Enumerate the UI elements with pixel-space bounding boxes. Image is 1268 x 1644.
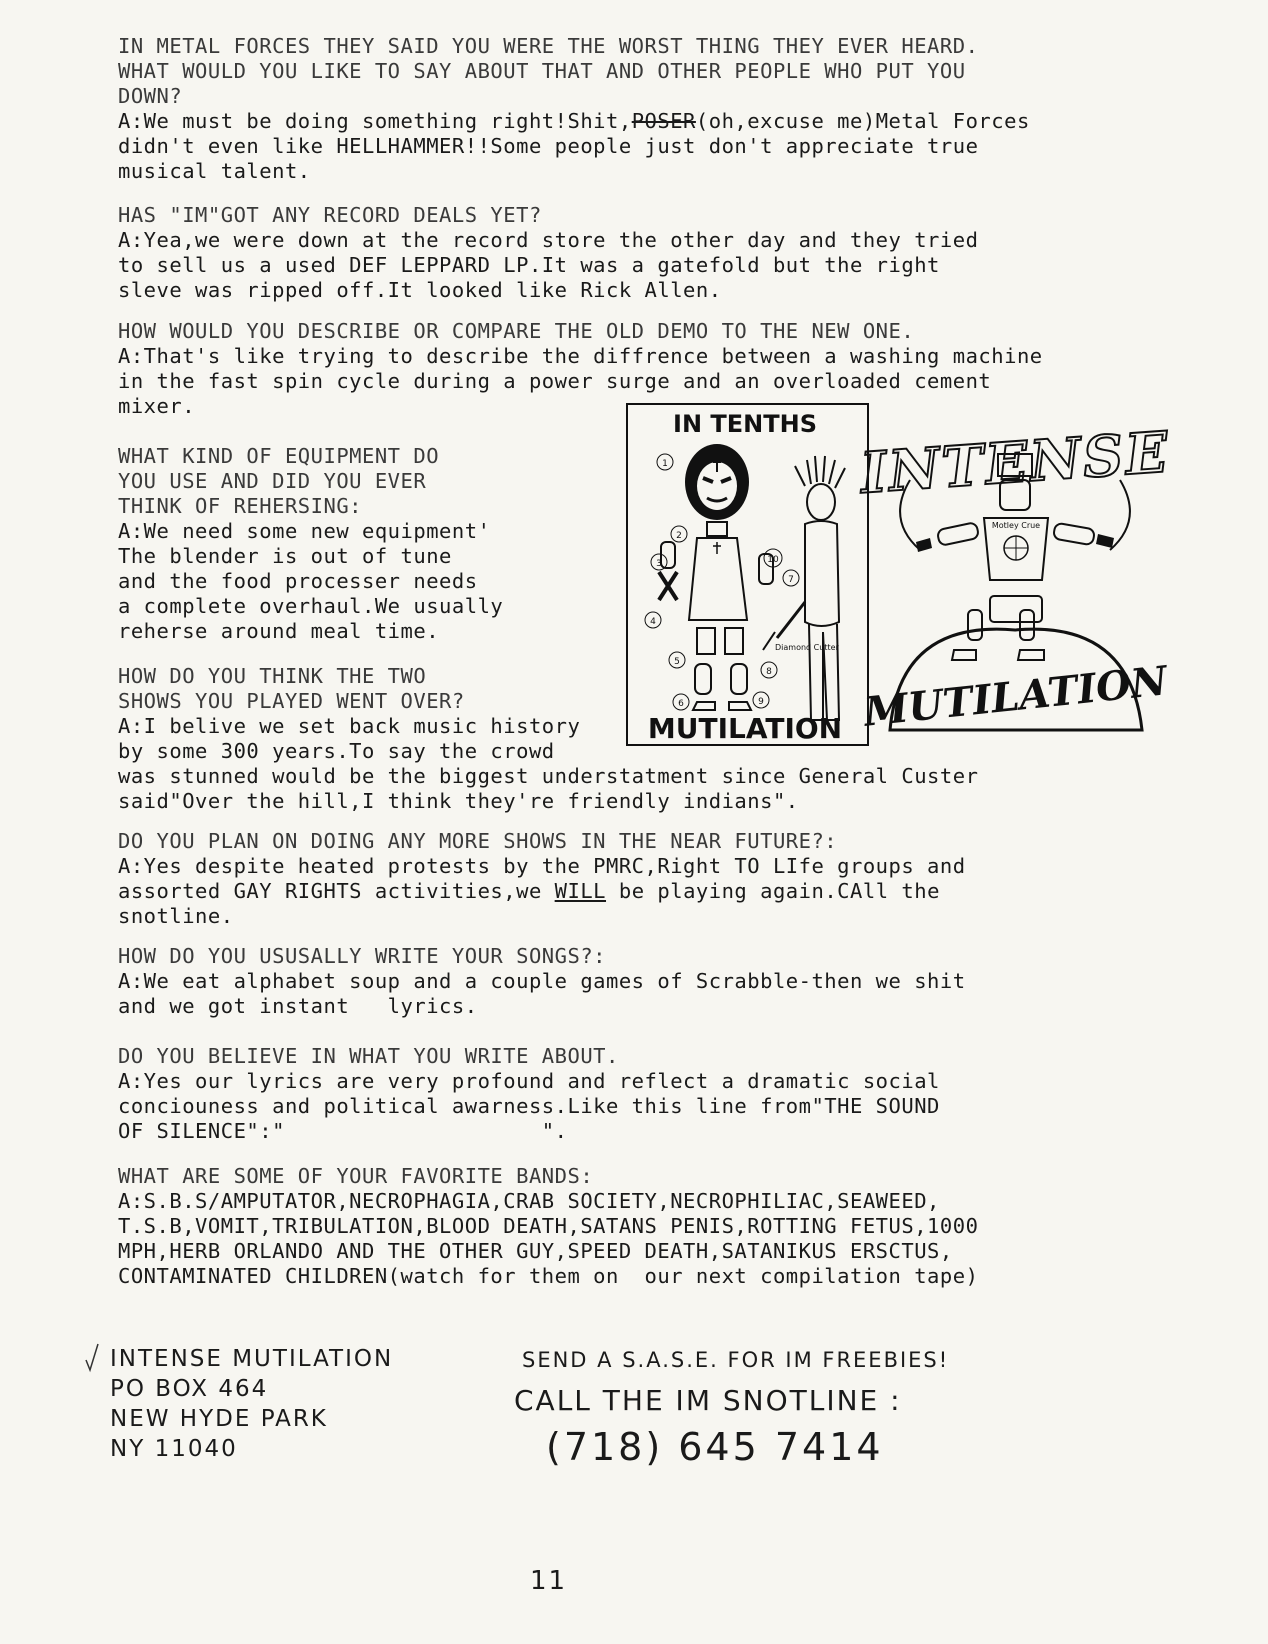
text-line: A:Yes our lyrics are very profound and reflect a dramatic social xyxy=(118,1069,940,1093)
text-line: WHAT WOULD YOU LIKE TO SAY ABOUT THAT AND OTHER PEOPLE WHO PUT YOU xyxy=(118,59,966,83)
text-line: T.S.B,VOMIT,TRIBULATION,BLOOD DEATH,SATANS PENIS,ROTTING FETUS,1000 xyxy=(118,1214,979,1238)
text-line: was stunned would be the biggest understatment since General Custer xyxy=(118,764,979,788)
question-4 xyxy=(118,444,439,519)
freebies-line: SEND A S.A.S.E. FOR IM FREEBIES! xyxy=(522,1348,950,1372)
address-line: NEW HYDE PARK xyxy=(110,1406,328,1432)
question-5 xyxy=(118,664,465,714)
text-line: A:That's like trying to describe the diffrence between a washing machine xyxy=(118,344,1043,368)
text-line: in the fast spin cycle during a power surge and an overloaded cement xyxy=(118,369,992,393)
text-line: to sell us a used DEF LEPPARD LP.It was a gatefold but the right xyxy=(118,253,940,277)
question-7 xyxy=(118,944,606,969)
mailing-address xyxy=(110,1344,393,1464)
check-mark xyxy=(82,1340,102,1374)
text-line xyxy=(118,879,966,904)
text-line: A:S.B.S/AMPUTATOR,NECROPHAGIA,CRAB SOCIETY,NECROPHILIAC,SEAWEED, xyxy=(118,1189,940,1213)
text-line: DO YOU PLAN ON DOING ANY MORE SHOWS IN THE NEAR FUTURE?: xyxy=(118,829,838,853)
part-number: 8 xyxy=(766,667,772,677)
text-line: a complete overhaul.We usually xyxy=(118,594,504,618)
text-line: A:Yea,we were down at the record store the other day and they tried xyxy=(118,228,979,252)
struck-word: POSER xyxy=(631,109,696,133)
text-line: sleve was ripped off.It looked like Rick Allen. xyxy=(118,278,722,302)
illustration-frame xyxy=(627,404,868,745)
text-line: A:We eat alphabet soup and a couple games of Scrabble-then we shit xyxy=(118,969,966,993)
text-line: The blender is out of tune xyxy=(118,544,452,568)
text-line: and the food processer needs xyxy=(118,569,478,593)
text-line: mixer. xyxy=(118,394,196,418)
text-line: said"Over the hill,I think they're friendly indians". xyxy=(118,789,799,813)
address-line: NY 11040 xyxy=(110,1436,238,1462)
answer-6 xyxy=(118,854,966,929)
answer-2 xyxy=(118,228,978,303)
answer-8 xyxy=(118,1069,940,1144)
question-3 xyxy=(118,319,914,344)
mohawk-punk-figure xyxy=(763,456,845,720)
question-2 xyxy=(118,203,542,228)
illustration-title-bottom: MUTILATION xyxy=(647,712,843,745)
answer-4 xyxy=(118,519,503,644)
logo-title-top: INTENSE xyxy=(858,419,1173,507)
part-number: 3 xyxy=(656,559,662,569)
text-line xyxy=(118,109,1030,134)
answer-9 xyxy=(118,1189,978,1289)
text-line: A:We need some new equipment' xyxy=(118,519,491,543)
logo-title-bottom: MUTILATION xyxy=(861,657,1170,736)
question-1 xyxy=(118,34,978,109)
painted-head-figure xyxy=(659,444,773,710)
text-line: HOW WOULD YOU DESCRIBE OR COMPARE THE OLD DEMO TO THE NEW ONE. xyxy=(118,319,915,343)
part-number: 2 xyxy=(676,531,682,541)
text-line: conciouness and political awarness.Like this line from"THE SOUND xyxy=(118,1094,940,1118)
text-line: by some 300 years.To say the crowd xyxy=(118,739,555,763)
text-line: didn't even like HELLHAMMER!!Some people just don't appreciate true xyxy=(118,134,979,158)
part-number: 5 xyxy=(674,657,680,667)
text-line: and we got instant lyrics. xyxy=(118,994,478,1018)
text-line: OF SILENCE":" ". xyxy=(118,1119,568,1143)
answer-7 xyxy=(118,969,966,1019)
text-line: snotline. xyxy=(118,904,234,928)
part-number: 9 xyxy=(758,697,764,707)
text-fragment: (oh,excuse me)Metal Forces xyxy=(695,109,1030,133)
page-number: 11 xyxy=(530,1566,568,1596)
snotline-line: CALL THE IM SNOTLINE : xyxy=(514,1384,902,1417)
text-line: musical talent. xyxy=(118,159,311,183)
text-line: IN METAL FORCES THEY SAID YOU WERE THE WORST THING THEY EVER HEARD. xyxy=(118,34,979,58)
part-number: 7 xyxy=(788,575,794,585)
question-8 xyxy=(118,1044,619,1069)
illustration-caption: Diamond Cutter xyxy=(775,643,839,652)
text-line: DOWN? xyxy=(118,84,183,108)
part-number: 1 xyxy=(662,459,668,469)
illustration-title-top: IN TENTHS xyxy=(673,410,817,438)
part-number: 4 xyxy=(650,617,656,627)
text-fragment: be playing again.CAll the xyxy=(606,879,940,903)
text-line: WHAT KIND OF EQUIPMENT DO xyxy=(118,444,440,468)
text-line: THINK OF REHERSING: xyxy=(118,494,362,518)
text-fragment: A:We must be doing something right!Shit, xyxy=(118,109,632,133)
text-line: SHOWS YOU PLAYED WENT OVER? xyxy=(118,689,465,713)
question-9 xyxy=(118,1164,593,1189)
part-number: 10 xyxy=(767,555,779,565)
answer-1 xyxy=(118,109,1030,184)
underlined-word: WILL xyxy=(554,879,607,903)
text-fragment: assorted GAY RIGHTS activities,we xyxy=(118,879,555,903)
part-number: 6 xyxy=(678,699,684,709)
intense-mutilation-logo-illustration xyxy=(858,400,1173,750)
phone-number: (718) 645 7414 xyxy=(546,1425,884,1469)
shirt-text: Motley Crue xyxy=(991,521,1041,530)
in-tenths-mutilation-illustration xyxy=(625,402,870,747)
text-line: DO YOU BELIEVE IN WHAT YOU WRITE ABOUT. xyxy=(118,1044,619,1068)
text-line: HAS "IM"GOT ANY RECORD DEALS YET? xyxy=(118,203,542,227)
text-line: reherse around meal time. xyxy=(118,619,440,643)
text-line: A:Yes despite heated protests by the PMRC,Right TO LIfe groups and xyxy=(118,854,966,878)
text-line: WHAT ARE SOME OF YOUR FAVORITE BANDS: xyxy=(118,1164,594,1188)
address-line: PO BOX 464 xyxy=(110,1376,269,1402)
address-line: INTENSE MUTILATION xyxy=(110,1346,394,1372)
text-line: HOW DO YOU THINK THE TWO xyxy=(118,664,427,688)
text-line: A:I belive we set back music history xyxy=(118,714,581,738)
text-line: YOU USE AND DID YOU EVER xyxy=(118,469,427,493)
question-6 xyxy=(118,829,837,854)
text-line: HOW DO YOU USUSALLY WRITE YOUR SONGS?: xyxy=(118,944,606,968)
text-line: MPH,HERB ORLANDO AND THE OTHER GUY,SPEED DEATH,SATANIKUS ERSCTUS, xyxy=(118,1239,953,1263)
text-line: CONTAMINATED CHILDREN(watch for them on our next compilation tape) xyxy=(118,1264,979,1288)
